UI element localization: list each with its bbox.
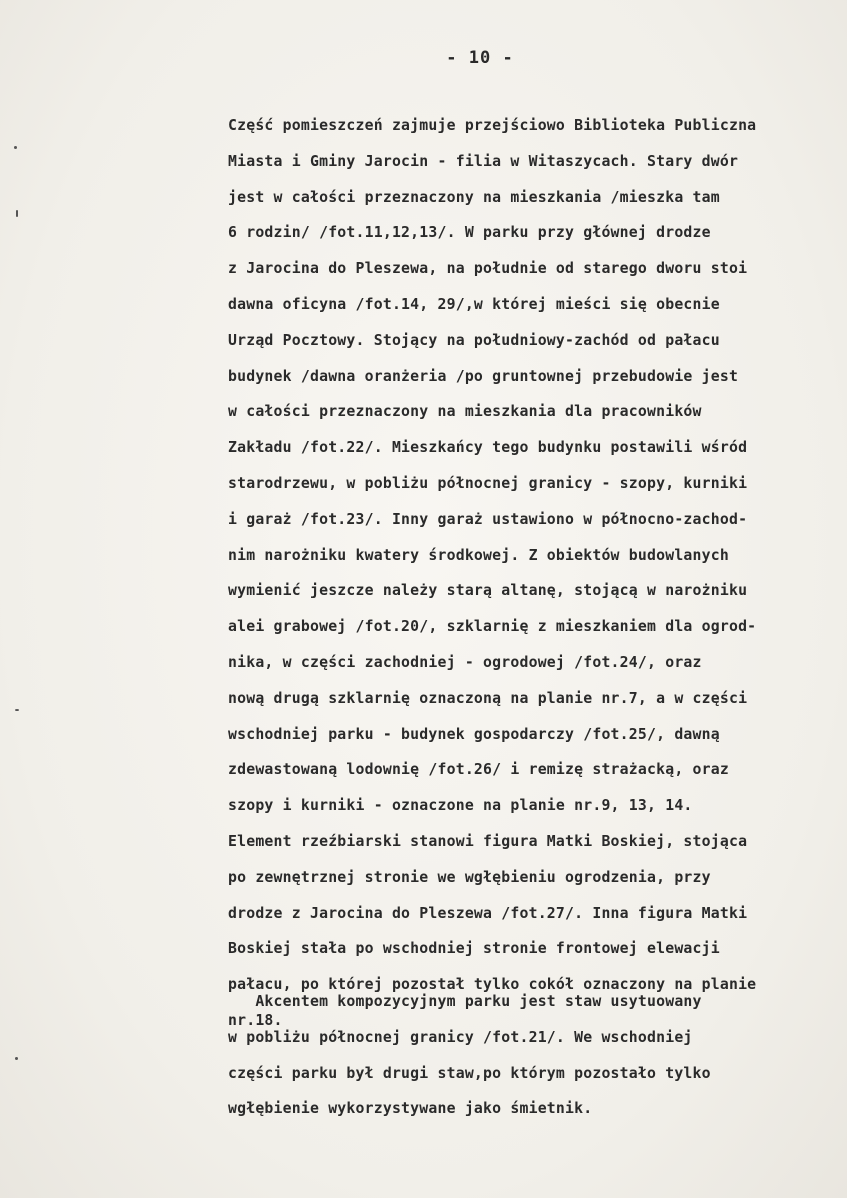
text-line: Boskiej stała po wschodniej stronie frontowej elewacji — [228, 940, 720, 958]
text-line: części parku był drugi staw,po którym pozostało tylko — [228, 1064, 711, 1082]
text-line: nika, w części zachodniej - ogrodowej /fot.24/, oraz — [228, 653, 702, 671]
text-line: z Jarocina do Pleszewa, na południe od starego dworu stoi — [228, 260, 748, 278]
paragraph-pond — [228, 984, 828, 1127]
text-line: Akcentem kompozycyjnym parku jest staw usytuowany — [228, 993, 702, 1010]
text-line: budynek /dawna oranżeria /po gruntownej przebudowie jest — [228, 367, 739, 385]
text-line: Urząd Pocztowy. Stojący na południowy-zachód od pałacu — [228, 331, 720, 349]
margin-mark — [16, 210, 18, 217]
text-line: w pobliżu północnej granicy /fot.21/. We wschodniej — [228, 1028, 693, 1046]
text-line: wschodniej parku - budynek gospodarczy /fot.25/, dawną — [228, 725, 720, 743]
text-line: i garaż /fot.23/. Inny garaż ustawiono w północno-zachod- — [228, 510, 748, 528]
text-line: wymienić jeszcze należy starą altanę, stojącą w narożniku — [228, 582, 748, 600]
text-line: wgłębienie wykorzystywane jako śmietnik. — [228, 1100, 593, 1118]
margin-mark — [14, 146, 17, 149]
text-line: jest w całości przeznaczony na mieszkania /mieszka tam — [228, 188, 720, 206]
text-line: szopy i kurniki - oznaczone na planie nr.9, 13, 14. — [228, 797, 693, 815]
text-line: Zakładu /fot.22/. Mieszkańcy tego budynku postawili wśród — [228, 439, 748, 457]
text-line: nim narożniku kwatery środkowej. Z obiektów budowlanych — [228, 546, 729, 564]
margin-mark — [15, 709, 19, 711]
text-line: nową drugą szklarnię oznaczoną na planie nr.7, a w części — [228, 689, 748, 707]
text-line: Element rzeźbiarski stanowi figura Matki Boskiej, stojąca — [228, 832, 748, 850]
text-line: zdewastowaną lodownię /fot.26/ i remizę strażacką, oraz — [228, 761, 729, 779]
margin-mark — [15, 1057, 18, 1060]
paragraph-main — [228, 108, 828, 1039]
text-line: nr.18. — [228, 1011, 283, 1029]
text-line: pałacu, po której pozostał tylko cokół oznaczony na planie — [228, 976, 757, 994]
page-number: - 10 - — [446, 48, 514, 68]
text-line: 6 rodzin/ /fot.11,12,13/. W parku przy głównej drodze — [228, 224, 711, 242]
text-line: w całości przeznaczony na mieszkania dla pracowników — [228, 403, 702, 421]
text-line: po zewnętrznej stronie we wgłębieniu ogrodzenia, przy — [228, 868, 711, 886]
text-line: drodze z Jarocina do Pleszewa /fot.27/. Inna figura Matki — [228, 904, 748, 922]
text-line: dawna oficyna /fot.14, 29/,w której mieści się obecnie — [228, 295, 720, 313]
text-line: starodrzewu, w pobliżu północnej granicy - szopy, kurniki — [228, 474, 748, 492]
text-line: alei grabowej /fot.20/, szklarnię z mieszkaniem dla ogrod- — [228, 618, 757, 636]
text-line: Miasta i Gminy Jarocin - filia w Witaszycach. Stary dwór — [228, 152, 739, 170]
text-line: Część pomieszczeń zajmuje przejściowo Biblioteka Publiczna — [228, 117, 757, 134]
